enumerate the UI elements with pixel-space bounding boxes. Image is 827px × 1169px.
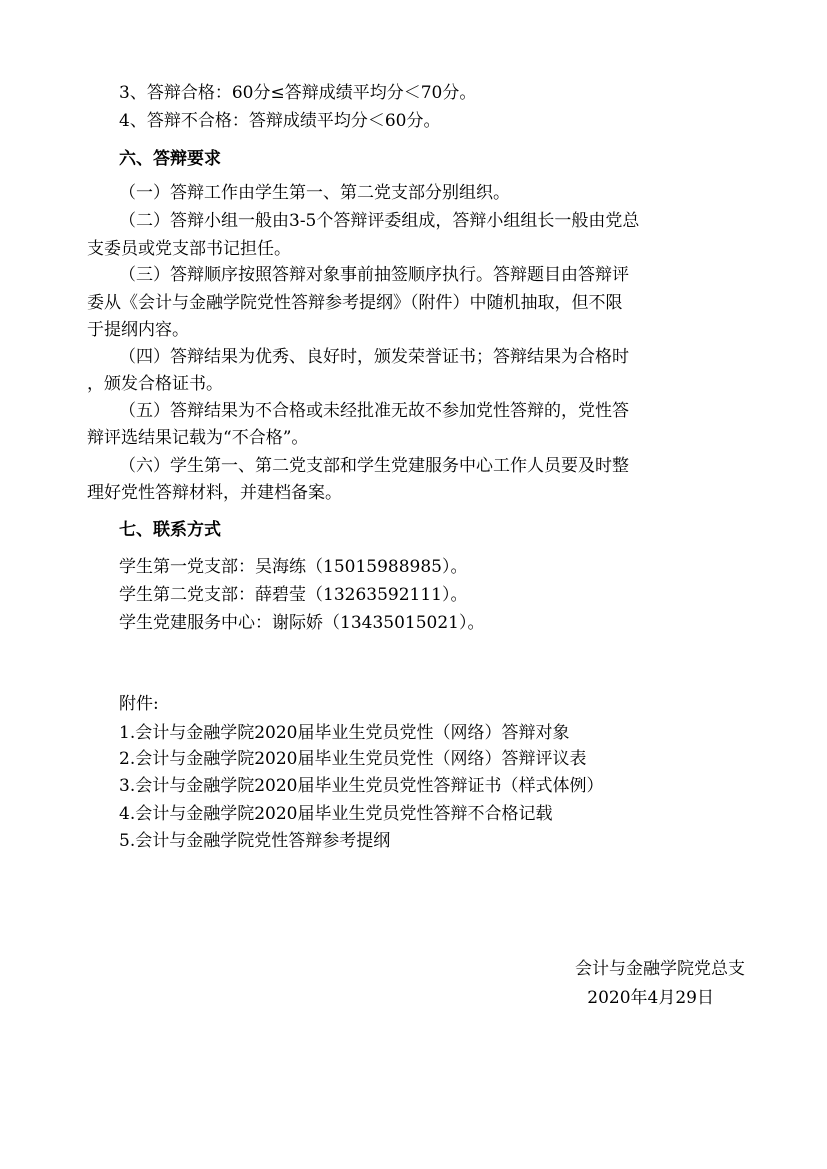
attachment-item-4: 4.会计与金融学院2020届毕业生党员党性答辩不合格记载 — [119, 804, 553, 824]
contact-line-2: 学生第二党支部：薛碧莹（13263592111）。 — [119, 585, 468, 605]
section-6-line-12: 理好党性答辩材料，并建档备案。 — [87, 483, 342, 503]
section-7-heading: 七、联系方式 — [119, 520, 221, 540]
section-6-line-4: （三）答辩顺序按照答辩对象事前抽签顺序执行。答辩题目由答辩评 — [119, 265, 629, 285]
attachment-item-3: 3.会计与金融学院2020届毕业生党员党性答辩证书（样式体例） — [119, 776, 604, 796]
section-6-heading: 六、答辩要求 — [119, 149, 221, 169]
signature-date: 2020年4月29日 — [587, 988, 714, 1008]
contact-line-3: 学生党建服务中心：谢际娇（13435015021）。 — [119, 613, 485, 633]
grading-item-3: 3、答辩合格：60分≤答辩成绩平均分＜70分。 — [119, 83, 477, 103]
section-6-line-8: ，颁发合格证书。 — [87, 374, 223, 394]
signature-org: 会计与金融学院党总支 — [575, 959, 745, 979]
contact-line-1: 学生第一党支部：吴海练（15015988985）。 — [119, 557, 468, 577]
attachment-item-2: 2.会计与金融学院2020届毕业生党员党性（网络）答辩评议表 — [119, 749, 587, 769]
section-6-line-11: （六）学生第一、第二党支部和学生党建服务中心工作人员要及时整 — [119, 456, 629, 476]
section-6-line-7: （四）答辩结果为优秀、良好时，颁发荣誉证书；答辩结果为合格时 — [119, 347, 629, 367]
grading-item-4: 4、答辩不合格：答辩成绩平均分＜60分。 — [119, 111, 441, 131]
section-6-line-10: 辩评选结果记载为“不合格”。 — [87, 428, 309, 448]
section-6-line-3: 支委员或党支部书记担任。 — [87, 239, 291, 259]
section-6-line-9: （五）答辩结果为不合格或未经批准无故不参加党性答辩的，党性答 — [119, 401, 629, 421]
section-6-line-1: （一）答辩工作由学生第一、第二党支部分别组织。 — [119, 183, 510, 203]
section-6-line-5: 委从《会计与金融学院党性答辩参考提纲》（附件）中随机抽取，但不限 — [87, 293, 623, 313]
attachments-label: 附件: — [119, 694, 159, 714]
attachment-item-1: 1.会计与金融学院2020届毕业生党员党性（网络）答辩对象 — [119, 723, 570, 743]
attachment-item-5: 5.会计与金融学院党性答辩参考提纲 — [119, 831, 391, 851]
section-6-line-6: 于提纲内容。 — [87, 320, 189, 340]
section-6-line-2: （二）答辩小组一般由3-5个答辩评委组成，答辩小组组长一般由党总 — [119, 211, 640, 231]
